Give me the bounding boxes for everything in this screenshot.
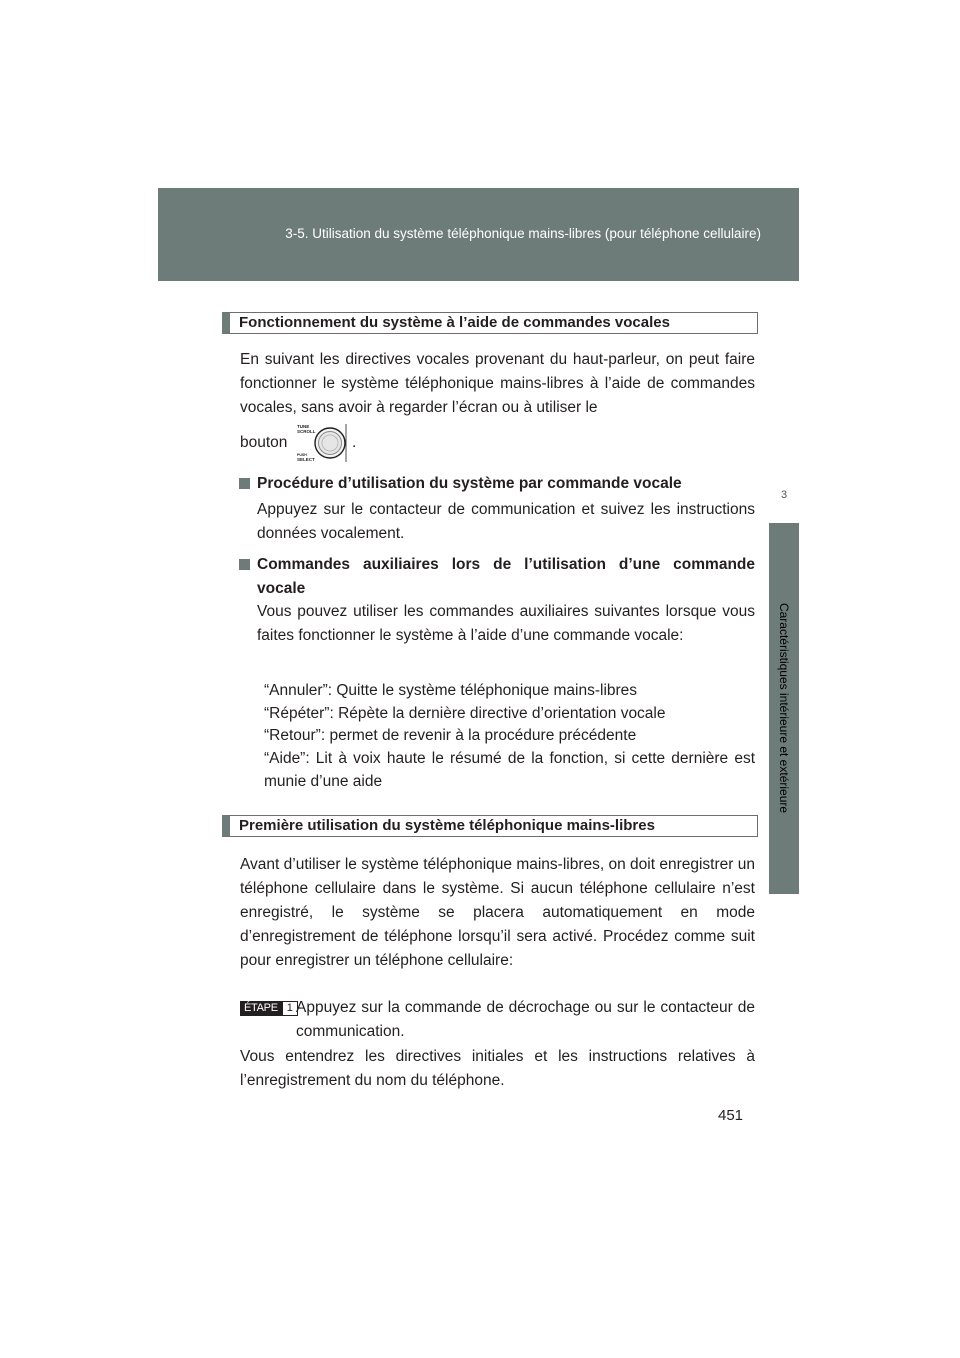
section-title-voice-commands: Fonctionnement du système à l’aide de commandes vocales	[222, 312, 758, 334]
bouton-word: bouton	[240, 434, 288, 451]
section1-intro-text: En suivant les directives vocales provenant du haut-parleur, on peut faire fonctionner le système téléphonique mains-libres à l’aide de commandes vocales, sans avoir à regarder l’écran ou à utiliser le	[240, 351, 755, 416]
sub-heading-procedure-text: Procédure d’utilisation du système par commande vocale	[257, 475, 682, 492]
period-after-knob: .	[352, 434, 357, 451]
side-tab-label: Caractéristiques intérieure et extérieure	[777, 602, 791, 814]
command-aide: “Aide”: Lit à voix haute le résumé de la fonction, si cette dernière est munie d’une aide	[264, 750, 755, 790]
command-retour: “Retour”: permet de revenir à la procédure précédente	[264, 727, 637, 744]
knob-label-select: SELECT	[297, 457, 315, 462]
bullet-square-icon	[239, 478, 250, 489]
step-label: ÉTAPE	[240, 1001, 282, 1016]
step-badge	[240, 1001, 298, 1016]
section2-intro: Avant d’utiliser le système téléphonique mains-libres, on doit enregistrer un téléphone cellulaire dans le système. Si aucun téléphone cellulaire n’est enregistré, le système se placera automatiquement en mode d’enregistrement de téléphone lorsqu’il sera activé. Procédez comme suit pour enregistrer un téléphone cellulaire:	[240, 856, 755, 969]
procedure-body: Appuyez sur le contacteur de communication et suivez les instructions données vocalement.	[257, 501, 755, 542]
knob-label-scroll: SCROLL	[297, 429, 316, 434]
sub-heading-aux-commands	[257, 553, 755, 601]
step-1-text: Appuyez sur la commande de décrochage ou sur le contacteur de communication.	[296, 999, 755, 1040]
side-tab-number: 3	[780, 489, 788, 501]
chapter-header-band	[158, 188, 799, 281]
knob-label-tune: TUNE	[297, 424, 310, 429]
sub-heading-procedure	[257, 472, 755, 496]
chapter-header-title: 3-5. Utilisation du système téléphonique mains-libres (pour téléphone cellulaire)	[285, 226, 761, 241]
sub-heading-aux-commands-text: Commandes auxiliaires lors de l’utilisation d’une commande vocale	[257, 556, 755, 597]
bullet-square-icon	[239, 559, 250, 570]
page-number: 451	[718, 1107, 744, 1124]
section-title-first-use: Première utilisation du système téléphonique mains-libres	[222, 815, 758, 837]
section1-intro	[240, 348, 755, 420]
tune-scroll-knob-icon	[297, 422, 347, 464]
section1-intro-end	[240, 431, 287, 455]
command-repeter: “Répéter”: Répète la dernière directive d’orientation vocale	[264, 705, 666, 722]
section2-outro: Vous entendrez les directives initiales et les instructions relatives à l’enregistrement du nom du téléphone.	[240, 1048, 755, 1089]
step-number: 1	[282, 1001, 298, 1016]
aux-commands-body: Vous pouvez utiliser les commandes auxiliaires suivantes lorsque vous faites fonctionner le système à l’aide d’une commande vocale:	[257, 603, 755, 644]
command-annuler: “Annuler”: Quitte le système téléphonique mains-libres	[264, 682, 638, 699]
knob-label-push: PUSH	[297, 453, 307, 457]
